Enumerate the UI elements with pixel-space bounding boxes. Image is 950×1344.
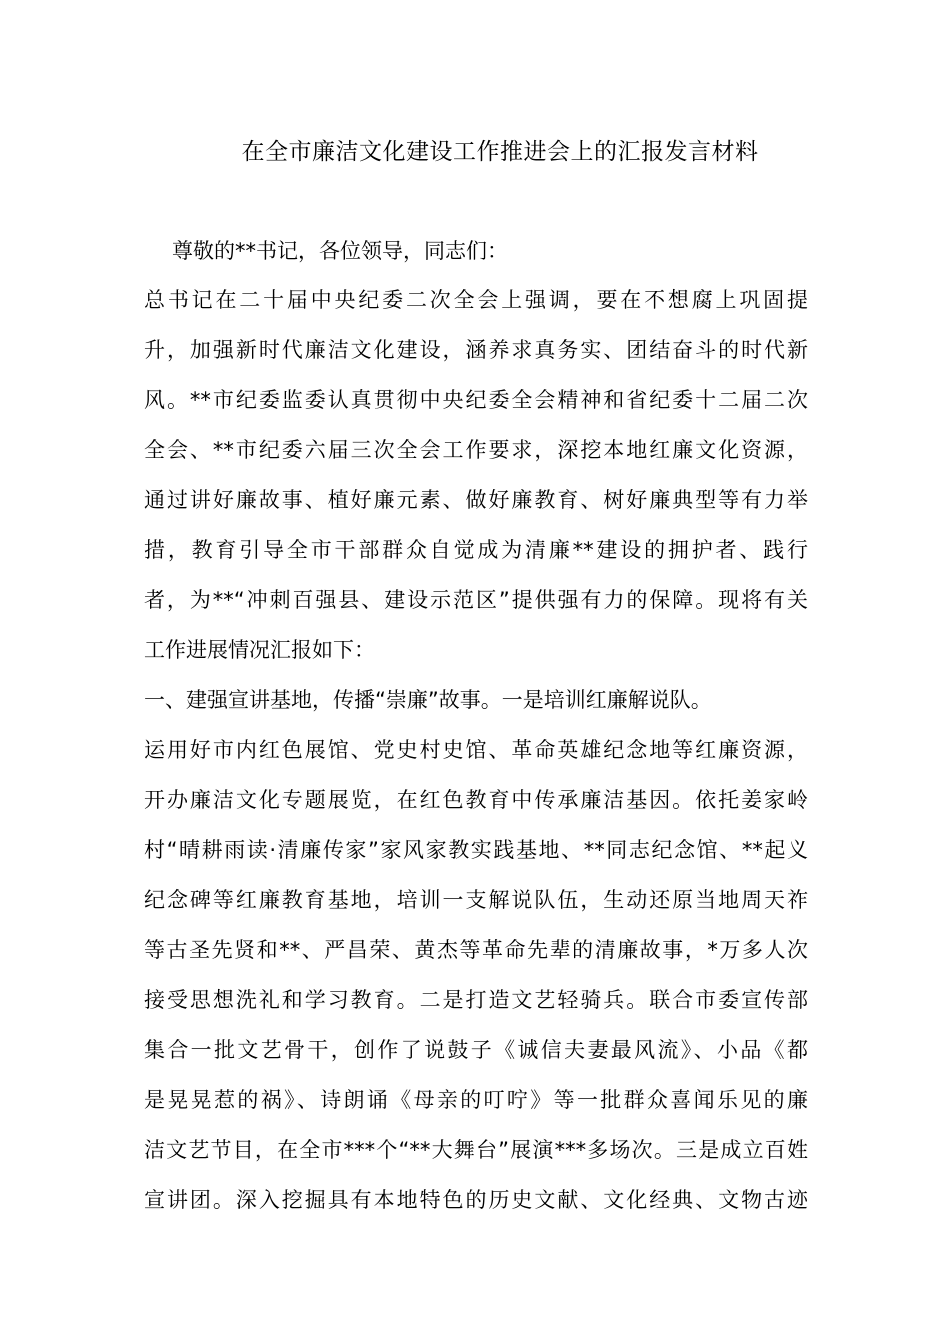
text-line: 工作进展情况汇报如下： <box>144 638 375 662</box>
text-line: 是晃晃惹的祸》、诗朗诵《母亲的叮咛》等一批群众喜闻乐见的廉 <box>144 1088 808 1112</box>
section-heading-line: 一、建强宣讲基地，传播“崇廉”故事。一是培训红廉解说队。 <box>144 688 712 712</box>
text-line: 接受思想洗礼和学习教育。二是打造文艺轻骑兵。联合市委宣传部 <box>144 988 808 1012</box>
salutation: 尊敬的**书记，各位领导，同志们： <box>172 239 508 263</box>
text-line: 纪念碑等红廉教育基地，培训一支解说队伍，生动还原当地周天祚 <box>144 888 808 912</box>
text-line: 集合一批文艺骨干，创作了说鼓子《诚信夫妻最风流》、小品《都 <box>144 1038 808 1062</box>
text-line: 宣讲团。深入挖掘具有本地特色的历史文献、文化经典、文物古迹 <box>144 1188 808 1212</box>
text-line: 者，为**“冲刺百强县、建设示范区”提供强有力的保障。现将有关 <box>144 588 808 612</box>
text-line: 升，加强新时代廉洁文化建设，涵养求真务实、团结奋斗的时代新 <box>144 338 808 362</box>
text-line: 总书记在二十届中央纪委二次全会上强调，要在不想腐上巩固提 <box>144 288 808 312</box>
text-line: 开办廉洁文化专题展览，在红色教育中传承廉洁基因。依托姜家岭 <box>144 788 808 812</box>
body-text <box>144 280 808 1230</box>
text-line: 洁文艺节目，在全市***个“**大舞台”展演***多场次。三是成立百姓 <box>144 1138 808 1162</box>
text-line: 措，教育引导全市干部群众自觉成为清廉**建设的拥护者、践行 <box>144 538 808 562</box>
text-line: 通过讲好廉故事、植好廉元素、做好廉教育、树好廉典型等有力举 <box>144 488 808 512</box>
text-line: 风。**市纪委监委认真贯彻中央纪委全会精神和省纪委十二届二次 <box>144 388 808 412</box>
text-line: 全会、**市纪委六届三次全会工作要求，深挖本地红廉文化资源， <box>144 438 808 462</box>
text-line: 村“晴耕雨读·清廉传家”家风家教实践基地、**同志纪念馆、**起义 <box>144 838 808 862</box>
document-title: 在全市廉洁文化建设工作推进会上的汇报发言材料 <box>241 139 759 165</box>
text-line: 运用好市内红色展馆、党史村史馆、革命英雄纪念地等红廉资源， <box>144 738 808 762</box>
text-line: 等古圣先贤和**、严昌荣、黄杰等革命先辈的清廉故事，*万多人次 <box>144 938 808 962</box>
